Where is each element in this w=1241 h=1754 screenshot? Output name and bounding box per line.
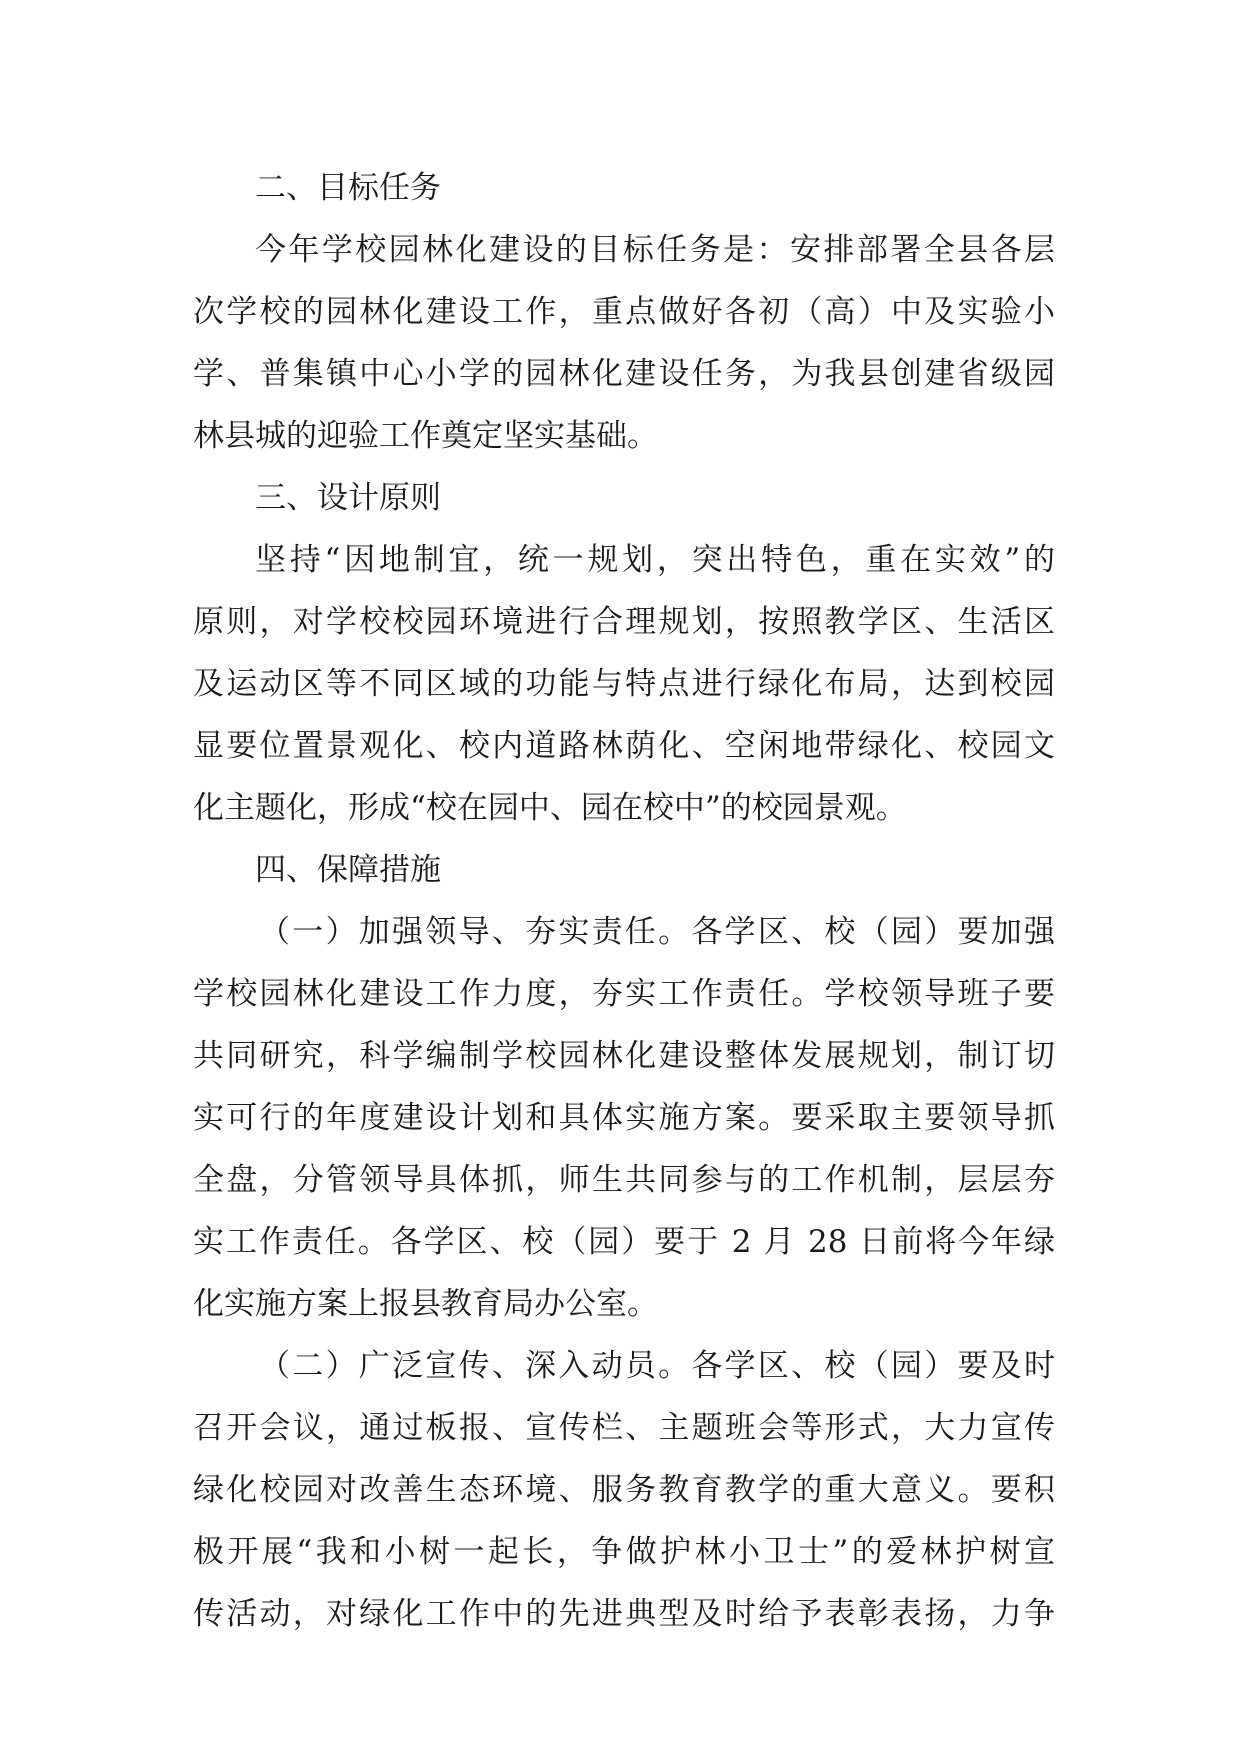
paragraph-line: 坚持“因地制宜，统一规划，突出特色，重在实效”的 (255, 542, 1055, 578)
paragraph-line: 次学校的园林化建设工作，重点做好各初（高）中及实验小 (193, 294, 1055, 330)
document-page (193, 157, 1055, 1645)
section-heading-measures: 四、保障措施 (255, 852, 441, 888)
paragraph-line: 学、普集镇中心小学的园林化建设任务，为我县创建省级园 (193, 356, 1055, 392)
paragraph-line: 化主题化，形成“校在园中、园在校中”的校园景观。 (193, 790, 907, 826)
paragraph-line: 实可行的年度建设计划和具体实施方案。要采取主要领导抓 (193, 1100, 1055, 1136)
paragraph-line: 今年学校园林化建设的目标任务是：安排部署全县各层 (255, 232, 1055, 268)
paragraph-line: 共同研究，科学编制学校园林化建设整体发展规划，制订切 (193, 1038, 1055, 1074)
paragraph-line: 学校园林化建设工作力度，夯实工作责任。学校领导班子要 (193, 976, 1055, 1012)
paragraph-line: 化实施方案上报县教育局办公室。 (193, 1286, 658, 1322)
paragraph-line: 原则，对学校校园环境进行合理规划，按照教学区、生活区 (193, 604, 1055, 640)
paragraph-line: 实工作责任。各学区、校（园）要于 2 月 28 日前将今年绿 (193, 1224, 1055, 1260)
paragraph-line: 召开会议，通过板报、宣传栏、主题班会等形式，大力宣传 (193, 1410, 1055, 1446)
paragraph-line: 绿化校园对改善生态环境、服务教育教学的重大意义。要积 (193, 1472, 1055, 1508)
paragraph-line: 全盘，分管领导具体抓，师生共同参与的工作机制，层层夯 (193, 1162, 1055, 1198)
paragraph-line: （一）加强领导、夯实责任。各学区、校（园）要加强 (259, 914, 1055, 950)
paragraph-line: 及运动区等不同区域的功能与特点进行绿化布局，达到校园 (193, 666, 1055, 702)
paragraph-line: 显要位置景观化、校内道路林荫化、空闲地带绿化、校园文 (193, 728, 1055, 764)
paragraph-line: 极开展“我和小树一起长，争做护林小卫士”的爱林护树宣 (193, 1534, 1055, 1570)
paragraph-line: （二）广泛宣传、深入动员。各学区、校（园）要及时 (259, 1348, 1055, 1384)
section-heading-goals: 二、目标任务 (255, 170, 441, 206)
paragraph-line: 传活动，对绿化工作中的先进典型及时给予表彰表扬，力争 (193, 1596, 1055, 1632)
paragraph-line: 林县城的迎验工作奠定坚实基础。 (193, 418, 658, 454)
section-heading-principles: 三、设计原则 (255, 480, 441, 516)
